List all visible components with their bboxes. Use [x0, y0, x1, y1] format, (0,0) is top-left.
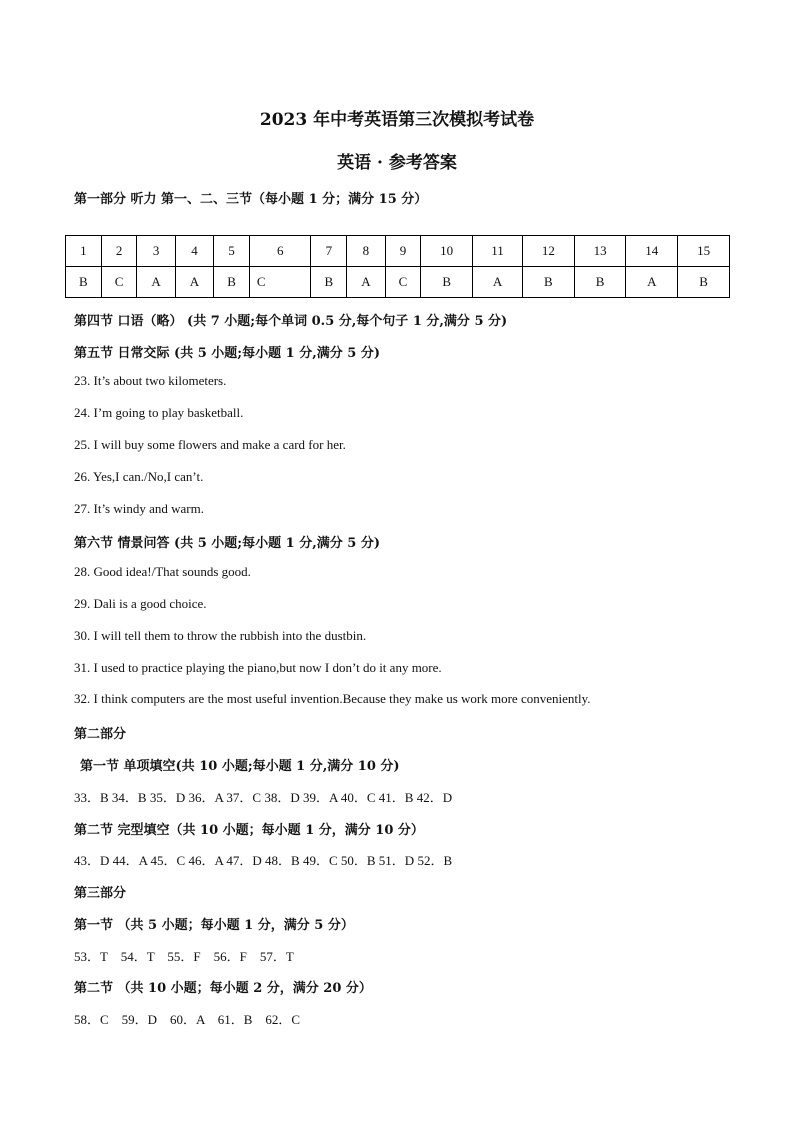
answer-cell: B [214, 267, 250, 298]
part3-section1-heading: 第一节 （共 5 小题；每小题 1 分，满分 5 分） [74, 918, 354, 933]
question-number: 8 [347, 236, 385, 267]
answer-row [66, 267, 730, 298]
part2-section2-heading: 第二节 完型填空（共 10 小题；每小题 1 分，满分 10 分） [74, 823, 424, 838]
answer-cell: A [175, 267, 213, 298]
answer-line: 28. Good idea!/That sounds good. [74, 564, 251, 579]
part3-section2-heading: 第二节 （共 10 小题；每小题 2 分，满分 20 分） [74, 981, 372, 996]
answer-cell: B [574, 267, 626, 298]
answer-cell: B [421, 267, 473, 298]
exam-title: 2023 年中考英语第三次模拟考试卷 [259, 110, 535, 130]
question-number: 6 [249, 236, 311, 267]
question-number: 11 [473, 236, 523, 267]
section5-heading: 第五节 日常交际 (共 5 小题;每小题 1 分,满分 5 分) [74, 346, 380, 361]
question-number: 3 [137, 236, 175, 267]
listening-answer-table [65, 235, 730, 298]
answer-line: 23. It’s about two kilometers. [74, 373, 227, 388]
answer-cell: A [626, 267, 678, 298]
answer-cell: A [347, 267, 385, 298]
section6-heading: 第六节 情景问答 (共 5 小题;每小题 1 分,满分 5 分) [74, 536, 380, 551]
question-number: 15 [678, 236, 730, 267]
question-number: 5 [214, 236, 250, 267]
answer-line: 53．T 54．T 55．F 56．F 57．T [74, 949, 294, 964]
answer-line: 58．C 59．D 60．A 61．B 62．C [74, 1012, 301, 1027]
question-number: 10 [421, 236, 473, 267]
question-number: 14 [626, 236, 678, 267]
part2-section1-heading: 第一节 单项填空(共 10 小题;每小题 1 分,满分 10 分) [80, 759, 400, 774]
answer-line: 26. Yes,I can./No,I can’t. [74, 469, 204, 484]
answer-cell: B [678, 267, 730, 298]
answer-cell: C [385, 267, 421, 298]
answer-cell: B [311, 267, 347, 298]
question-number: 2 [101, 236, 137, 267]
question-number: 1 [66, 236, 102, 267]
answer-cell: C [249, 267, 311, 298]
answer-line: 27. It’s windy and warm. [74, 501, 204, 516]
part2-heading: 第二部分 [74, 727, 127, 742]
question-number: 12 [523, 236, 575, 267]
answer-line: 31. I used to practice playing the piano,but now I don’t do it any more. [74, 660, 442, 675]
answer-line: 32. I think computers are the most useful invention.Because they make us work more conveniently. [74, 691, 591, 706]
answer-cell: A [473, 267, 523, 298]
question-number-row [66, 236, 730, 267]
question-number: 13 [574, 236, 626, 267]
answer-line: 43．D 44．A 45．C 46．A 47．D 48．B 49．C 50．B 51．D 52．B [74, 853, 453, 868]
question-number: 4 [175, 236, 213, 267]
part3-heading: 第三部分 [74, 886, 127, 901]
answer-line: 24. I’m going to play basketball. [74, 405, 244, 420]
section4-heading: 第四节 口语（略） (共 7 小题;每个单词 0.5 分,每个句子 1 分,满分 5 分) [74, 314, 508, 329]
answer-cell: A [137, 267, 175, 298]
question-number: 9 [385, 236, 421, 267]
answer-line: 25. I will buy some flowers and make a card for her. [74, 437, 346, 452]
answer-cell: B [523, 267, 575, 298]
answer-cell: C [101, 267, 137, 298]
part1-heading: 第一部分 听力 第一、二、三节（每小题 1 分；满分 15 分） [74, 192, 428, 207]
question-number: 7 [311, 236, 347, 267]
answer-key-subtitle: 英语 · 参考答案 [337, 153, 457, 173]
answer-line: 33．B 34．B 35．D 36．A 37．C 38．D 39．A 40．C 41．B 42．D [74, 790, 453, 805]
answer-cell: B [66, 267, 102, 298]
answer-line: 30. I will tell them to throw the rubbish into the dustbin. [74, 628, 367, 643]
answer-line: 29. Dali is a good choice. [74, 596, 207, 611]
